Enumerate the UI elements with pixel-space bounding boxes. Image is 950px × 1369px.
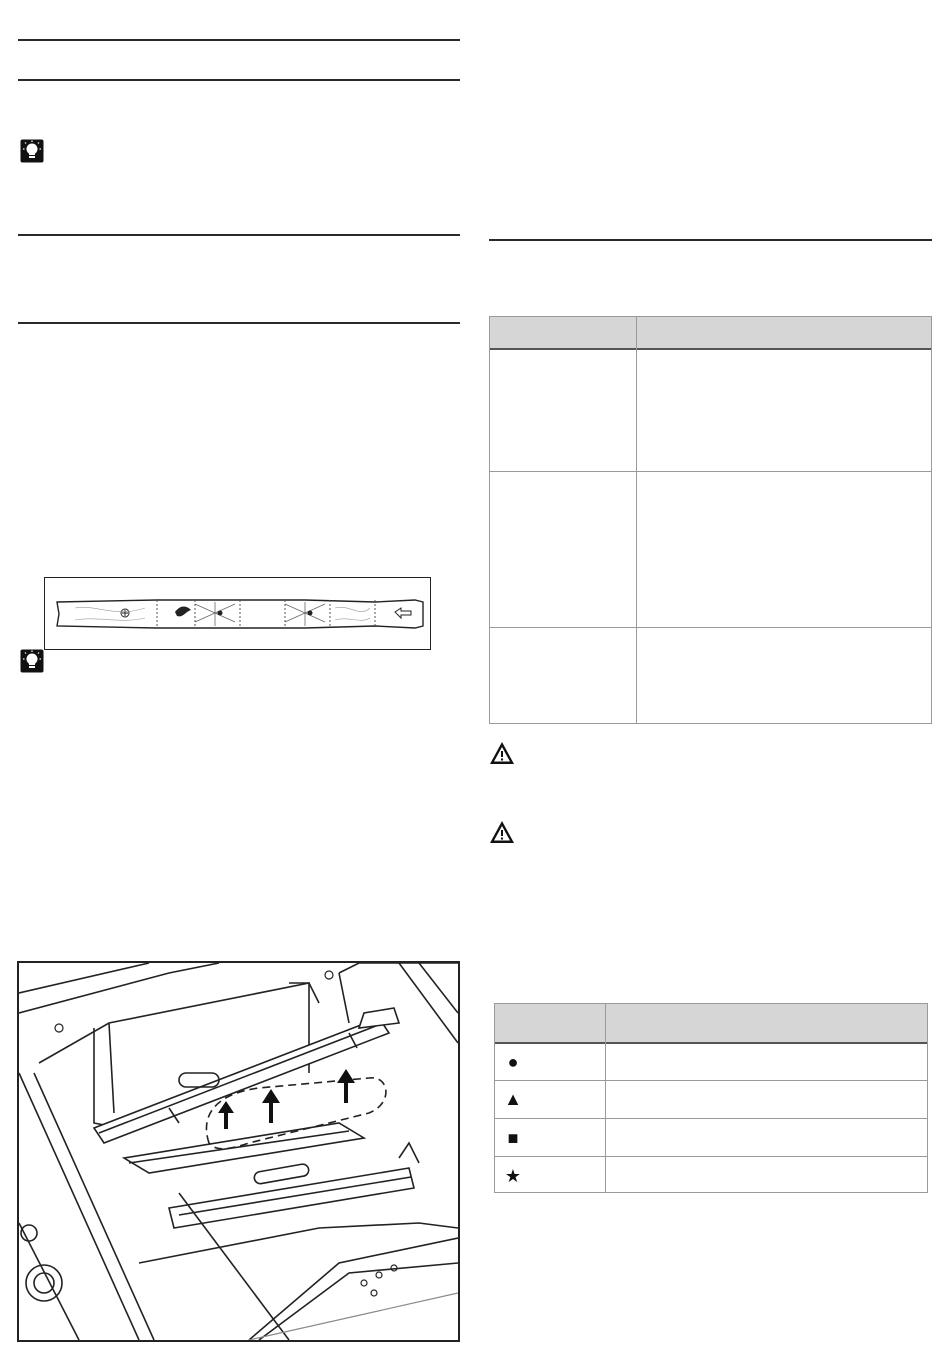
- square-icon: ■: [507, 1128, 519, 1148]
- section-rule: [18, 39, 460, 41]
- mower-blade-drawing: [45, 578, 430, 649]
- table-header: [495, 1004, 927, 1042]
- grill-burner-drawing: [19, 963, 458, 1340]
- lightbulb-icon: [20, 139, 44, 163]
- section-rule: [18, 322, 460, 324]
- warning-triangle-icon: [489, 820, 515, 844]
- section-rule: [489, 239, 932, 241]
- lightbulb-icon: [20, 649, 44, 673]
- section-rule: [18, 234, 460, 236]
- table-column-divider: [605, 1004, 606, 1192]
- star-icon: ★: [504, 1166, 522, 1186]
- symbols-table: [494, 1003, 928, 1193]
- table-header-divider: [490, 348, 931, 350]
- table-row-divider: [490, 471, 931, 472]
- table-row-divider: [495, 1118, 927, 1119]
- warning-triangle-icon: [489, 741, 515, 765]
- circle-icon: ●: [507, 1052, 519, 1072]
- table-row-divider: [495, 1156, 927, 1157]
- triangle-icon: ▲: [504, 1089, 522, 1109]
- table-header-divider: [495, 1042, 927, 1044]
- mower-blade-illustration: [44, 577, 431, 650]
- section-rule: [18, 79, 460, 81]
- table-column-divider: [636, 317, 637, 723]
- table-header: [490, 317, 931, 348]
- table-row-divider: [490, 627, 931, 628]
- grill-burner-illustration: [17, 961, 460, 1342]
- table-row-divider: [495, 1080, 927, 1081]
- troubleshooting-table: [489, 316, 932, 724]
